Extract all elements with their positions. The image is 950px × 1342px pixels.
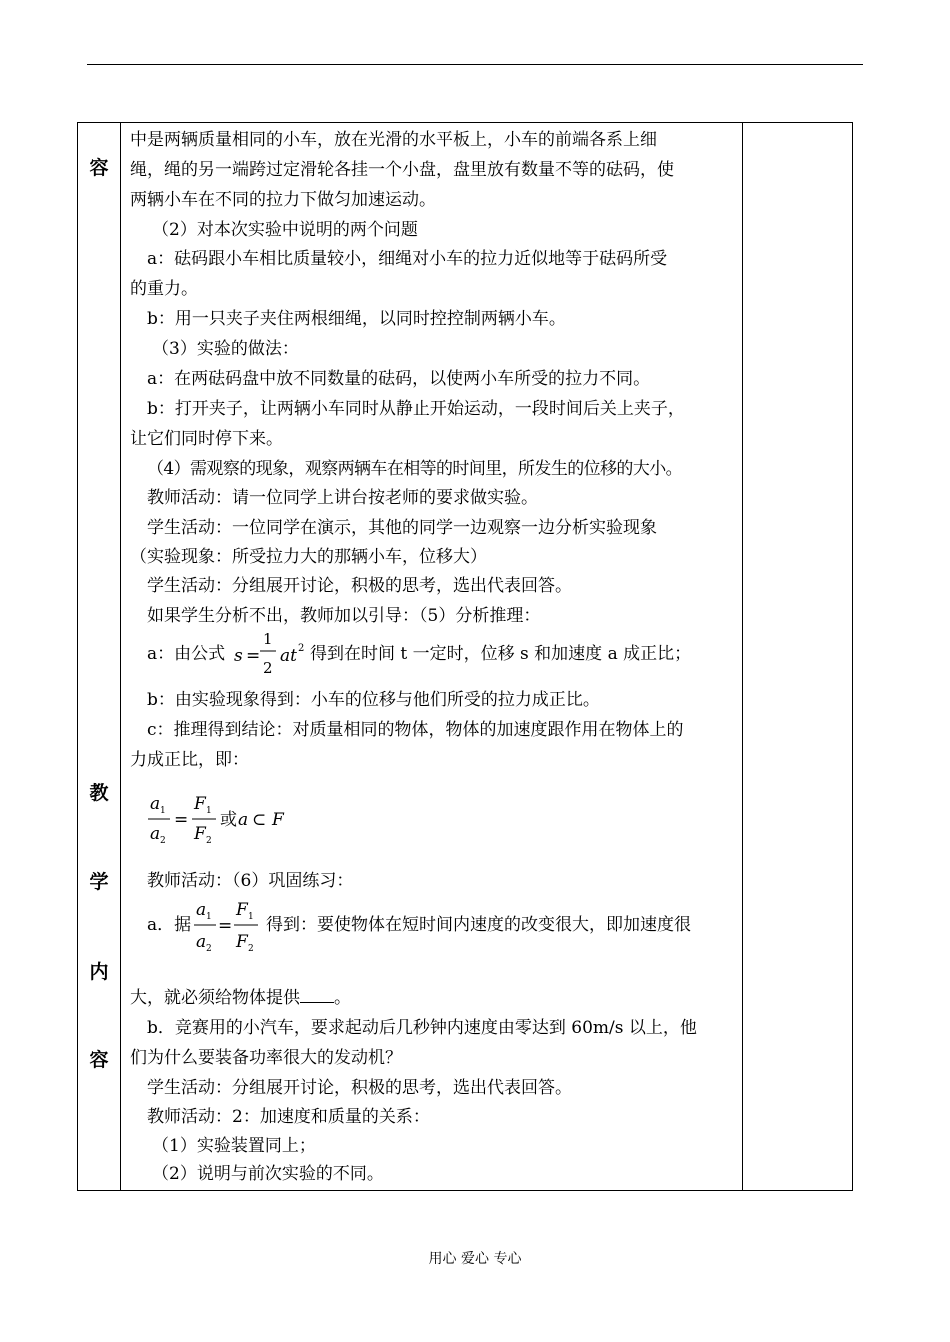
svg-text:F: F: [272, 810, 284, 830]
lesson-table: [77, 122, 853, 1191]
text-line: b：用一只夹子夹住两根细绳，以同时控控制两辆小车。: [147, 309, 566, 329]
text-line: （4）需观察的现象，观察两辆车在相等的时间里，所发生的位移的大小。: [147, 459, 683, 479]
text-line: 教师活动：（6）巩固练习：: [147, 871, 354, 891]
text-line: a．据: [147, 915, 192, 935]
text-line: （实验现象：所受拉力大的那辆小车，位移大）: [130, 547, 487, 567]
text-line: a：由公式: [147, 644, 226, 664]
column-divider-left: [120, 123, 121, 1190]
svg-text:=: =: [174, 810, 189, 830]
svg-text:2: 2: [248, 944, 254, 954]
text-line: 的重力。: [130, 279, 198, 299]
svg-text:s: s: [234, 646, 243, 666]
svg-text:a: a: [196, 932, 207, 952]
svg-text:a: a: [150, 824, 161, 844]
svg-text:1: 1: [206, 806, 212, 816]
column-divider-right: [742, 123, 743, 1190]
text-line: 学生活动：一位同学在演示，其他的同学一边观察一边分析实验现象: [147, 518, 657, 538]
exercise-formula: [192, 893, 264, 957]
text-line: 们为什么要装备功率很大的发动机？: [130, 1048, 402, 1068]
svg-text:=: =: [246, 646, 261, 666]
svg-text:F: F: [194, 824, 206, 844]
text-line: （2）说明与前次实验的不同。: [152, 1164, 384, 1184]
svg-text:2: 2: [160, 836, 166, 846]
text-line: c：推理得到结论：对质量相同的物体，物体的加速度跟作用在物体上的: [147, 720, 684, 740]
page-footer: 用心 爱心 专心: [428, 1251, 522, 1267]
label-char: 内: [89, 961, 109, 983]
or-word: 或: [220, 810, 237, 830]
proportion-formula: [148, 787, 328, 851]
svg-text:⊂: ⊂: [252, 810, 267, 830]
text-line: 学生活动：分组展开讨论，积极的思考，选出代表回答。: [147, 576, 572, 596]
text-line: b：打开夹子，让两辆小车同时从静止开始运动，一段时间后关上夹子，: [147, 399, 685, 419]
svg-text:a: a: [238, 810, 249, 830]
text-line: a：砝码跟小车相比质量较小，细绳对小车的拉力近似地等于砝码所受: [147, 249, 668, 269]
svg-text:2: 2: [263, 659, 273, 677]
text-line: 绳，绳的另一端跨过定滑轮各挂一个小盘，盘里放有数量不等的砝码，使: [130, 160, 674, 180]
svg-text:1: 1: [206, 912, 212, 922]
header-rule: [87, 64, 863, 65]
svg-text:F: F: [236, 932, 248, 952]
text-line: a：在两砝码盘中放不同数量的砝码，以使两小车所受的拉力不同。: [147, 369, 651, 389]
svg-text:=: =: [218, 916, 233, 936]
text-line: 得到：要使物体在短时间内速度的改变很大，即加速度很: [266, 915, 691, 935]
text-line: （2）对本次实验中说明的两个问题: [152, 220, 418, 240]
svg-text:1: 1: [248, 912, 254, 922]
text-line: （3）实验的做法：: [152, 339, 299, 359]
label-char: 教: [89, 782, 109, 804]
svg-text:2: 2: [206, 944, 212, 954]
text-line: 中是两辆质量相同的小车，放在光滑的水平板上，小车的前端各系上细: [130, 130, 657, 150]
svg-text:a: a: [150, 794, 161, 814]
svg-text:2: 2: [206, 836, 212, 846]
text-line: 如果学生分析不出，教师加以引导：（5）分析推理：: [147, 606, 541, 626]
text-line: b．竞赛用的小汽车，要求起动后几秒钟内速度由零达到 60m/s 以上，他: [147, 1018, 697, 1038]
text-line: 两辆小车在不同的拉力下做匀加速运动。: [130, 190, 436, 210]
text-fragment: 。: [334, 988, 351, 1008]
svg-text:at: at: [280, 646, 297, 666]
svg-text:F: F: [194, 794, 206, 814]
text-line: 力成正比，即：: [130, 750, 249, 770]
label-char: 学: [89, 871, 109, 893]
text-line: 教师活动：2：加速度和质量的关系：: [147, 1107, 430, 1127]
text-fragment: 大，就必须给物体提供: [130, 988, 300, 1008]
svg-text:F: F: [236, 900, 248, 920]
svg-text:1: 1: [263, 630, 273, 648]
text-line: b：由实验现象得到：小车的位移与他们所受的拉力成正比。: [147, 690, 600, 710]
svg-text:a: a: [196, 900, 207, 920]
displacement-formula: [232, 623, 308, 679]
text-line: 得到在时间 t 一定时，位移 s 和加速度 a 成正比；: [310, 644, 692, 664]
text-line: （1）实验装置同上；: [152, 1136, 316, 1156]
svg-text:1: 1: [160, 806, 166, 816]
text-line: 让它们同时停下来。: [130, 429, 283, 449]
answer-blank: [300, 986, 334, 1003]
text-line: [130, 985, 351, 1011]
text-line: 学生活动：分组展开讨论，积极的思考，选出代表回答。: [147, 1078, 572, 1098]
label-char: 容: [89, 157, 109, 179]
svg-text:2: 2: [298, 643, 305, 654]
text-line: 教师活动：请一位同学上讲台按老师的要求做实验。: [147, 488, 538, 508]
label-char: 容: [89, 1049, 109, 1071]
